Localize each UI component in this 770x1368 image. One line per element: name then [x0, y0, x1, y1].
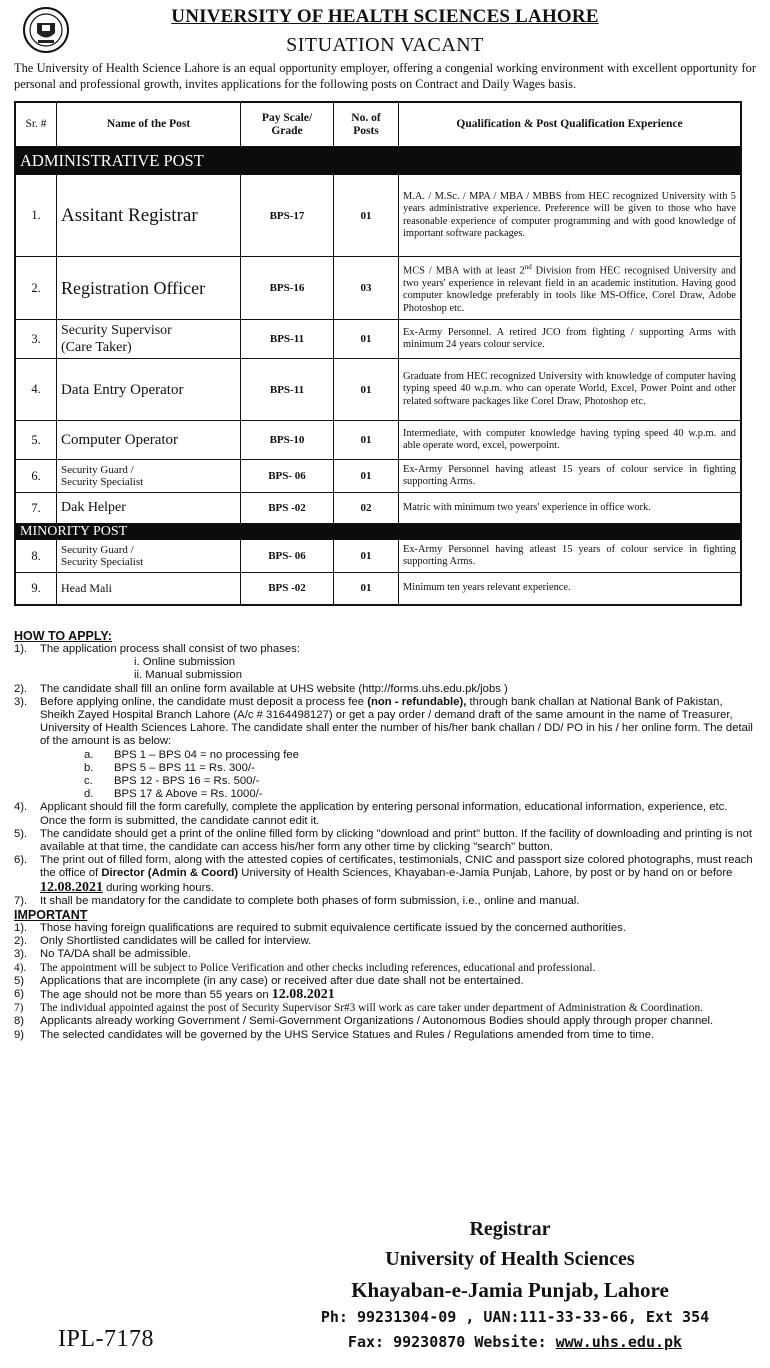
qualification-cell: Ex-Army Personnel having atleast 15 years of colour service in fighting supporting Arms.: [399, 540, 742, 573]
table-row: [15, 573, 741, 605]
item-number: 9): [14, 1028, 25, 1041]
minority-section-label: MINORITY POST: [15, 524, 741, 540]
pay-scale-cell: BPS-11: [241, 320, 334, 359]
header-pay-scale: Pay Scale/ Grade: [241, 102, 334, 147]
item-text: No TA/DA shall be admissible.: [40, 948, 191, 961]
registrar-title: Registrar: [469, 1218, 551, 1240]
posts-count-cell: 01: [334, 421, 399, 460]
post-name-cell: Head Mali: [57, 573, 241, 605]
item-number: 6).: [14, 854, 28, 867]
instructions-section: [14, 629, 754, 1042]
item-number: 3).: [14, 695, 28, 708]
footer-fax-website: [290, 1333, 740, 1351]
header-qualification: Qualification & Post Qualification Experience: [399, 102, 742, 147]
item-number: 8): [14, 1015, 25, 1028]
sr-cell: 6.: [15, 460, 57, 493]
sr-cell: 3.: [15, 320, 57, 359]
how-to-apply-heading: HOW TO APPLY:: [14, 629, 112, 643]
post-name-line: (Care Taker): [61, 340, 132, 355]
table-row: [15, 175, 741, 257]
admin-section-label: ADMINISTRATIVE POST: [15, 147, 741, 175]
item-text: Those having foreign qualifications are required to submit equivalence certificate issued by the concerned authorities.: [40, 922, 626, 935]
pay-scale-cell: BPS -02: [241, 573, 334, 605]
fee-item: [14, 788, 754, 801]
footer-organization: University of Health Sciences: [385, 1248, 635, 1270]
sr-cell: 7.: [15, 493, 57, 524]
item-text-part: Before applying online, the candidate must deposit a process fee: [40, 695, 368, 708]
table-row: [15, 421, 741, 460]
list-item: [14, 854, 754, 895]
item-text-part: through bank challan at National Bank of Pakistan, Sheikh Zayed Hospital Branch Lahore (A/c # 3164498127) or get a pay order / demand draft of the same amount in the name of Treasurer, University of Health Sciences Lahore. The candidate shall enter the number of his/her bank challan / DD/ PO in his / her online form. The detail of the amount is as below:: [40, 695, 753, 748]
item-number: 6): [14, 988, 25, 1001]
item-text-part: The age should not be more than 55 years on: [40, 989, 272, 1002]
table-row: [15, 540, 741, 573]
item-text: [40, 854, 754, 895]
table-row: [15, 493, 741, 524]
list-item: [14, 1002, 754, 1015]
fee-text: BPS 1 – BPS 04 = no processing fee: [114, 748, 299, 761]
table-row: [15, 257, 741, 320]
item-text-part: The print out of filled form, along with the attested copies of certificates, testimonials, CNIC and passport size colored photographs, must reach the office of: [40, 854, 753, 880]
pay-scale-cell: BPS-10: [241, 421, 334, 460]
table-row: [15, 460, 741, 493]
item-text: Applications that are incomplete (in any case) or received after due date shall not be entertained.: [40, 974, 524, 987]
pay-scale-cell: BPS-16: [241, 257, 334, 320]
sr-cell: 2.: [15, 257, 57, 320]
header-post-name: Name of the Post: [57, 102, 241, 147]
post-name-cell: Assitant Registrar: [57, 175, 241, 257]
fee-letter: d.: [84, 788, 94, 801]
posts-count-cell: 01: [334, 460, 399, 493]
post-name-cell: [57, 460, 241, 493]
post-name-cell: Dak Helper: [57, 493, 241, 524]
list-item: [14, 696, 754, 749]
item-number: 5).: [14, 827, 28, 840]
item-text: [40, 696, 754, 749]
fee-text: BPS 12 - BPS 16 = Rs. 500/-: [114, 775, 260, 788]
post-name-line: Security Specialist: [61, 556, 144, 568]
list-item: [14, 948, 754, 961]
superscript: nd: [524, 262, 532, 271]
list-item: [14, 935, 754, 948]
university-title: UNIVERSITY OF HEALTH SCIENCES LAHORE: [171, 6, 599, 27]
list-item: [14, 643, 754, 656]
item-number: 1).: [14, 643, 28, 655]
post-name-cell: [57, 540, 241, 573]
age-date: 12.08.2021: [271, 987, 335, 1003]
posts-count-cell: 01: [334, 359, 399, 421]
sr-cell: 5.: [15, 421, 57, 460]
item-text: Applicant should fill the form carefully, complete the application by entering personal information, educational information, experience, etc. Once the form is submitted, the candidate cannot edit it.: [40, 801, 728, 827]
posts-count-cell: 01: [334, 573, 399, 605]
qualification-cell: Matric with minimum two years' experience in office work.: [399, 493, 742, 524]
item-text: The individual appointed against the post of Security Supervisor Sr#3 will work as care taker under department of Administration & Coordination.: [40, 1002, 703, 1015]
post-name-cell: Data Entry Operator: [57, 359, 241, 421]
item-text: The candidate should get a print of the online filled form by clicking "download and print" button. If the facility of downloading and printing is not available at that time, the candidate can access his/her form any other time by clicking "search" button.: [40, 827, 753, 854]
list-item: [14, 895, 754, 908]
post-name-line: Security Supervisor: [61, 323, 172, 338]
fee-item: [14, 762, 754, 775]
item-text: Only Shortlisted candidates will be called for interview.: [40, 935, 312, 948]
sr-cell: 1.: [15, 175, 57, 257]
item-text: Applicants already working Government / Semi-Government Organizations / Autonomous Bodies should apply through proper channel.: [40, 1015, 714, 1028]
list-item: [14, 962, 754, 975]
qualification-cell: Graduate from HEC recognized University with knowledge of computer having typing speed 40 w.p.m. who can operate World, Excel, Power Point and other related software packages like Corel Draw, Photoshop etc.: [399, 359, 742, 421]
fee-item: [14, 749, 754, 762]
item-text-part: University of Health Sciences, Khayaban-e-Jamia Punjab, Lahore, by post or by hand on or before: [238, 867, 733, 880]
post-name-cell: Computer Operator: [57, 421, 241, 460]
item-number: 3).: [14, 948, 28, 961]
item-number: 1).: [14, 922, 28, 935]
list-item: [14, 1029, 754, 1042]
item-text: [40, 988, 754, 1002]
qualification-text: MCS / MBA with at least 2: [403, 265, 525, 277]
qualification-cell: Minimum ten years relevant experience.: [399, 573, 742, 605]
qualification-cell: Intermediate, with computer knowledge having typing speed 40 w.p.m. and able operate word, excel, powerpoint.: [399, 421, 742, 460]
item-number: 4).: [14, 801, 28, 814]
important-heading: IMPORTANT: [14, 908, 88, 923]
posts-count-cell: 01: [334, 320, 399, 359]
footer-website-label: Website:: [474, 1333, 547, 1351]
post-name-line: Security Guard /: [61, 544, 134, 556]
pay-scale-cell: BPS- 06: [241, 460, 334, 493]
footer-fax: Fax: 99230870: [347, 1333, 466, 1351]
qualification-cell: Ex-Army Personnel having atleast 15 years of colour service in fighting supporting Arms.: [399, 460, 742, 493]
item-text: The candidate shall fill an online form available at UHS website (http://forms.uhs.edu.pk/jobs ): [40, 682, 508, 695]
header-no-of-posts: No. of Posts: [334, 102, 399, 147]
fee-text: BPS 5 – BPS 11 = Rs. 300/-: [114, 761, 255, 774]
posts-count-cell: 02: [334, 493, 399, 524]
pay-scale-cell: BPS-11: [241, 359, 334, 421]
posts-table: [14, 101, 742, 606]
footer-phone: Ph: 99231304-09 , UAN:111-33-33-66, Ext 354: [320, 1308, 710, 1326]
item-text: The selected candidates will be governed by the UHS Service Statues and Rules / Regulations amended from time to time.: [40, 1028, 655, 1041]
intro-paragraph: The University of Health Science Lahore is an equal opportunity employer, offering a congenial working environment with excellent opportunity for personal and professional growth, invites applications for the following posts on Contract and Daily Wages basis.: [14, 61, 756, 91]
list-item: [14, 1015, 754, 1028]
pay-scale-cell: BPS-17: [241, 175, 334, 257]
posts-count-cell: 03: [334, 257, 399, 320]
post-name-cell: Registration Officer: [57, 257, 241, 320]
item-number: 7).: [14, 894, 28, 907]
list-item: [14, 922, 754, 935]
footer-website-link[interactable]: www.uhs.edu.pk: [555, 1333, 683, 1351]
deadline-date: 12.08.2021: [40, 879, 103, 895]
fee-item: [14, 775, 754, 788]
item-text-bold: Director (Admin & Coord): [101, 867, 239, 880]
pay-scale-cell: BPS- 06: [241, 540, 334, 573]
item-text: The application process shall consist of two phases:: [40, 643, 300, 655]
posts-count-cell: 01: [334, 175, 399, 257]
sr-cell: 4.: [15, 359, 57, 421]
list-item: [14, 828, 754, 854]
item-number: 5): [14, 974, 25, 987]
footer-address: Khayaban-e-Jamia Punjab, Lahore: [351, 1278, 669, 1302]
fee-letter: b.: [84, 761, 94, 774]
table-row: [15, 359, 741, 421]
item-number: 2).: [14, 935, 28, 948]
list-item: [14, 975, 754, 988]
item-number: 4).: [14, 961, 27, 974]
sub-item: ii. Manual submission: [134, 669, 242, 682]
sr-cell: 9.: [15, 573, 57, 605]
sr-cell: 8.: [15, 540, 57, 573]
post-name-line: Security Specialist: [61, 476, 144, 488]
fee-text: BPS 17 & Above = Rs. 1000/-: [114, 788, 263, 801]
item-number: 7): [14, 1002, 24, 1015]
qualification-cell: Ex-Army Personnel. A retired JCO from fighting / supporting Arms with minimum 24 years colour service.: [399, 320, 742, 359]
qualification-cell: [399, 257, 742, 320]
item-number: 2).: [14, 682, 28, 695]
item-text: It shall be mandatory for the candidate to complete both phases of form submission, i.e., online and manual.: [40, 894, 580, 907]
fee-letter: c.: [84, 775, 93, 788]
item-text: The appointment will be subject to Police Verification and other checks including references, educational and professional.: [40, 961, 596, 974]
table-header-row: [15, 102, 741, 147]
item-text-part: during working hours.: [103, 881, 215, 894]
sub-item: i. Online submission: [134, 656, 236, 669]
list-item: [14, 683, 754, 696]
qualification-text: Division from HEC recognised University and two years' experience in relevant field in an academic institution. Having good computer knowledge preferably in tools like MS-Office, Corel Draw, Adobe Photoshop etc.: [403, 265, 736, 314]
table-row: [15, 320, 741, 359]
list-item: [14, 801, 754, 827]
post-name-cell: [57, 320, 241, 359]
minority-section-row: [15, 524, 741, 540]
list-item: [14, 988, 754, 1002]
post-name-line: Security Guard /: [61, 464, 134, 476]
header-sr: Sr. #: [15, 102, 57, 147]
pay-scale-cell: BPS -02: [241, 493, 334, 524]
posts-count-cell: 01: [334, 540, 399, 573]
admin-section-row: [15, 147, 741, 175]
ad-reference-number: IPL-7178: [58, 1326, 154, 1352]
item-text-bold: (non - refundable),: [367, 695, 467, 708]
situation-vacant-title: SITUATION VACANT: [286, 34, 484, 56]
fee-letter: a.: [84, 748, 94, 761]
qualification-cell: M.A. / M.Sc. / MPA / MBA / MBBS from HEC recognized University with 5 years administrative experience. Preference will be given to those who have reasonable experience of computer programming and with good knowledge of important software packages.: [399, 175, 742, 257]
